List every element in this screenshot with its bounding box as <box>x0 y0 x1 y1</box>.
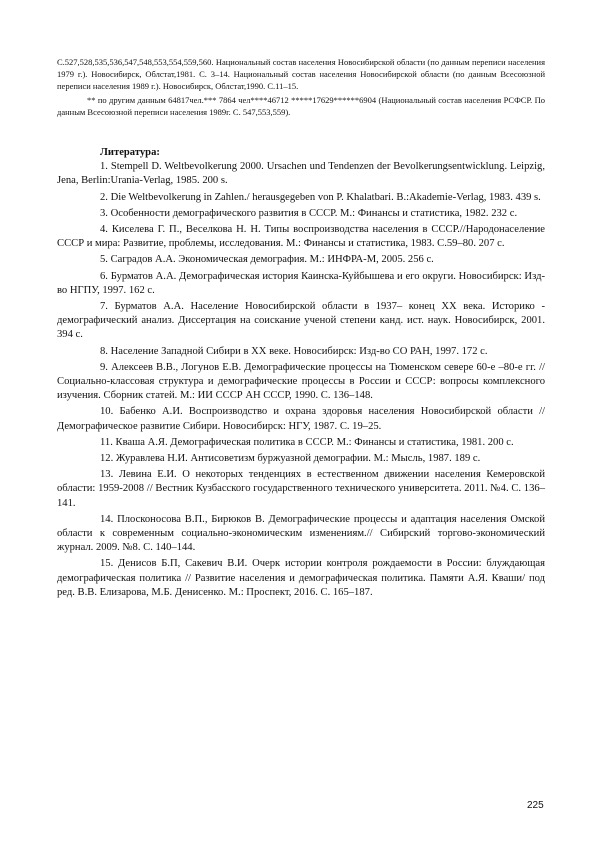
footnote-sources: С.527,528,535,536,547,548,553,554,559,560. Национальный состав населения Новосибирской области (по данным переписи населения 1979 г.). Новосибирск, Облстат,1981. С. 3–14. Национальный состав населения Новосибирской области (по данным Всесоюзной переписи населения 1989 г.). Новосибирск, Облстат,1990. С.11–15. <box>57 57 545 92</box>
reference-item: 5. Саградов А.А. Экономическая демография. М.: ИНФРА-М, 2005. 256 с. <box>100 254 434 266</box>
reference-item: 4. Киселева Г. П., Веселкова Н. Н. Типы воспроизводства населения в СССР.//Народонаселение СССР и мира: Развитие, проблемы, исследования. М.: Финансы и статистика, 1983. С.59–80. 207 с. <box>57 224 545 250</box>
reference-item: 14. Плосконосова В.П., Бирюков В. Демографические процессы и адаптация населения Омской области к современным социально-экономическим изменениям.// Сибирский торгово-экономический журнал. 2009. №8. С. 140–144. <box>57 513 545 554</box>
footnotes-block <box>57 56 545 118</box>
literature-heading: Литература: <box>100 147 160 158</box>
reference-item: 3. Особенности демографического развития в СССР. М.: Финансы и статистика, 1982. 232 с. <box>100 207 518 219</box>
reference-item: 6. Бурматов А.А. Демографическая история Каинска-Куйбышева и его округи. Новосибирск: Изд-во НГПУ, 1997. 162 с. <box>57 270 545 296</box>
reference-item: 9. Алексеев В.В., Логунов Е.В. Демографические процессы на Тюменском севере 60-е –80-е гг. // Социально-классовая структура и демографические процессы в России и СССР: вопросы комплексного изучения. Сборник статей. М.: ИИ СССР АН СССР, 1990. С. 136–148. <box>57 361 545 402</box>
reference-item: 11. Кваша А.Я. Демографическая политика в СССР. М.: Финансы и статистика, 1981. 200 с. <box>100 436 514 448</box>
footnote-other-data: ** по другим данным 64817чел.*** 7864 чел****46712 *****17629******6904 (Национальный состав населения РСФСР. По данным Всесоюзной переписи населения 1989г. С. 547,553,559). <box>57 94 545 117</box>
reference-item: 15. Денисов Б.П, Сакевич В.И. Очерк истории контроля рождаемости в России: блуждающая демографическая политика // Развитие населения и демографическая политика. Памяти А.Я. Кваши/ под ред. В.В. Елизарова, М.Б. Денисенко. М.: Проспект, 2016. С. 165–187. <box>57 558 545 598</box>
reference-item: 1. Stempell D. Weltbevolkerung 2000. Ursachen und Tendenzen der Bevolkerungsentwicklung. Leipzig, Jena, Berlin:Urania-Verlag, 1985. 200 s. <box>57 161 545 187</box>
page-number: 225 <box>527 800 544 811</box>
reference-item: 12. Журавлева Н.И. Антисоветизм буржуазной демографии. М.: Мысль, 1987. 189 с. <box>100 453 481 465</box>
reference-item: 7. Бурматов А.А. Население Новосибирской области в 1937– конец XX века. Историко - демографический анализ. Диссертация на соискание ученой степени канд. ист. наук. Новосибирск, 2001. 394 с. <box>57 301 545 341</box>
reference-item: 8. Население Западной Сибири в XX веке. Новосибирск: Изд-во СО РАН, 1997. 172 с. <box>100 345 488 357</box>
literature-section <box>57 146 545 602</box>
reference-item: 2. Die Weltbevolkerung in Zahlen./ herausgegeben von P. Khalatbari. B.:Akademie-Verlag, 1983. 439 s. <box>100 191 541 203</box>
reference-item: 13. Левина Е.И. О некоторых тенденциях в естественном движении населения Кемеровской области: 1959-2008 // Вестник Кузбасского государственного технического университета. 2011. №4. С. 136–141. <box>57 469 545 509</box>
reference-item: 10. Бабенко А.И. Воспроизводство и охрана здоровья населения Новосибирской области //Демографическое развитие Сибири. Новосибирск: НГУ, 1987. С. 19–25. <box>57 406 545 432</box>
